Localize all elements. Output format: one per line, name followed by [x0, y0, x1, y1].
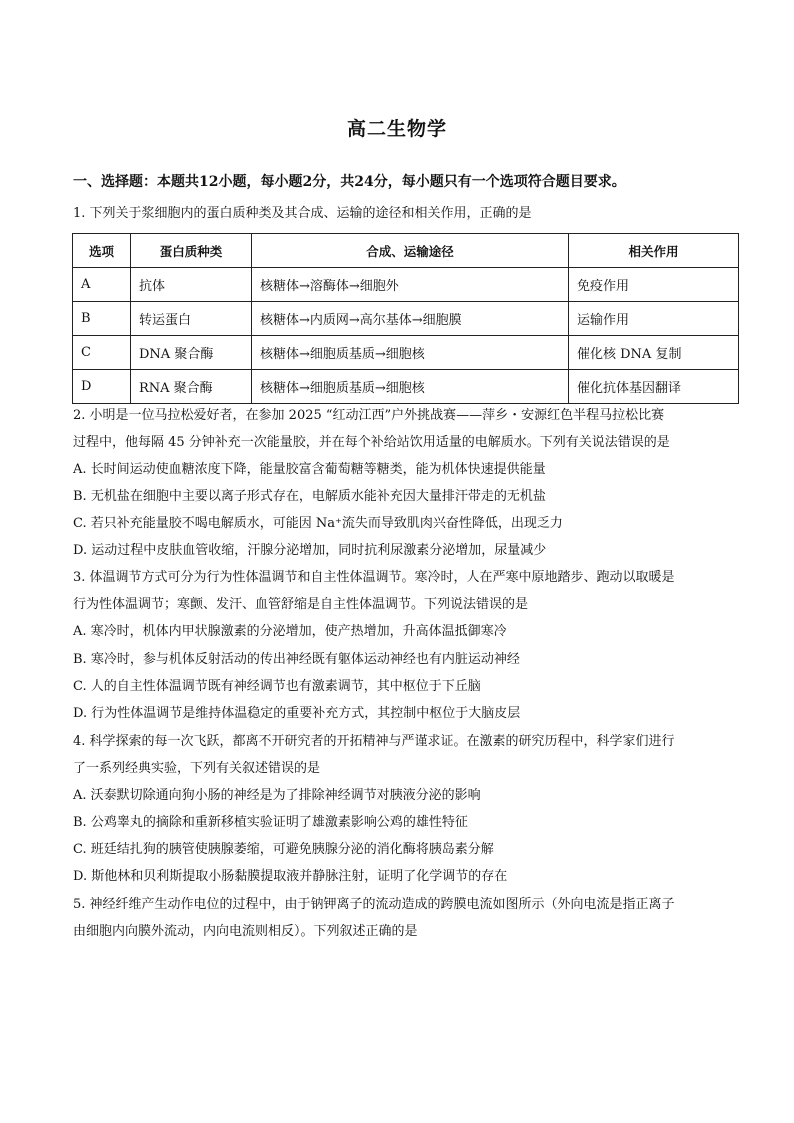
question-4-stem-line: 4. 科学探索的每一次飞跃，都离不开研究者的开拓精神与严谨求证。在激素的研究历程中，科学家们进行: [73, 734, 675, 749]
page-title: 高二生物学: [346, 118, 447, 140]
table-header-cell: 蛋白质种类: [131, 234, 252, 268]
table-cell: D: [73, 370, 131, 404]
table-cell: DNA 聚合酶: [131, 336, 252, 370]
table-row: [73, 268, 739, 302]
question-2-option-a: A. 长时间运动使血糖浓度下降，能量胶富含葡萄糖等糖类，能为机体快速提供能量: [73, 462, 546, 477]
table-cell: 催化核 DNA 复制: [569, 336, 739, 370]
question-4-option-a: A. 沃泰默切除通向狗小肠的神经是为了排除神经调节对胰液分泌的影响: [73, 788, 481, 803]
table-row: [73, 302, 739, 336]
table-cell: B: [73, 302, 131, 336]
question-4-option-c: C. 班廷结扎狗的胰管使胰腺萎缩，可避免胰腺分泌的消化酶将胰岛素分解: [73, 842, 494, 857]
table-cell: 抗体: [131, 268, 252, 302]
question-2-stem-line: 过程中，他每隔 45 分钟补充一次能量胶，并在每个补给站饮用适量的电解质水。下列有关说法错误的是: [73, 435, 670, 450]
question-2-stem-line: 2. 小明是一位马拉松爱好者，在参加 2025 “红动江西”户外挑战赛——萍乡・安源红色半程马拉松比赛: [73, 408, 665, 423]
question-2-option-b: B. 无机盐在细胞中主要以离子形式存在，电解质水能补充因大量排汗带走的无机盐: [73, 489, 546, 504]
question-3-option-d: D. 行为性体温调节是维持体温稳定的重要补充方式，其控制中枢位于大脑皮层: [73, 706, 521, 721]
question-3-option-c: C. 人的自主性体温调节既有神经调节也有激素调节，其中枢位于下丘脑: [73, 679, 481, 694]
table-cell: 核糖体→溶酶体→细胞外: [252, 268, 569, 302]
question-5-stem-line: 5. 神经纤维产生动作电位的过程中，由于钠钾离子的流动造成的跨膜电流如图所示（外向电流是指正离子: [73, 897, 675, 912]
table-cell: C: [73, 336, 131, 370]
table-header-cell: 合成、运输途径: [252, 234, 569, 268]
section-header: 一、选择题：本题共12小题，每小题2分，共24分，每小题只有一个选项符合题目要求。: [73, 174, 626, 190]
table-header-row: [73, 234, 739, 268]
question-1-stem: 1. 下列关于浆细胞内的蛋白质种类及其合成、运输的途径和相关作用，正确的是: [73, 206, 532, 221]
question-2-option-c: C. 若只补充能量胶不喝电解质水，可能因 Na⁺流失而导致肌肉兴奋性降低，出现乏力: [73, 516, 563, 531]
question-4-stem-line: 了一系列经典实验，下列有关叙述错误的是: [73, 761, 321, 776]
question-1-table: [72, 233, 739, 404]
question-4-option-d: D. 斯他林和贝利斯提取小肠黏膜提取液并静脉注射，证明了化学调节的存在: [73, 869, 508, 884]
question-3-stem-line: 行为性体温调节；寒颤、发汗、血管舒缩是自主性体温调节。下列说法错误的是: [73, 597, 529, 612]
table-cell: 运输作用: [569, 302, 739, 336]
question-3-option-a: A. 寒冷时，机体内甲状腺激素的分泌增加，使产热增加，升高体温抵御寒冷: [73, 624, 507, 639]
table-cell: 核糖体→内质网→高尔基体→细胞膜: [252, 302, 569, 336]
table-cell: RNA 聚合酶: [131, 370, 252, 404]
question-5-stem-line: 由细胞内向膜外流动，内向电流则相反）。下列叙述正确的是: [73, 924, 418, 939]
question-2-option-d: D. 运动过程中皮肤血管收缩，汗腺分泌增加，同时抗利尿激素分泌增加，尿量减少: [73, 543, 547, 558]
table-cell: 核糖体→细胞质基质→细胞核: [252, 336, 569, 370]
table-cell: 核糖体→细胞质基质→细胞核: [252, 370, 569, 404]
table-header-cell: 相关作用: [569, 234, 739, 268]
table-row: [73, 370, 739, 404]
table-cell: 转运蛋白: [131, 302, 252, 336]
table-header-cell: 选项: [73, 234, 131, 268]
table-cell: A: [73, 268, 131, 302]
question-3-option-b: B. 寒冷时，参与机体反射活动的传出神经既有躯体运动神经也有内脏运动神经: [73, 652, 520, 667]
table-row: [73, 336, 739, 370]
question-3-stem-line: 3. 体温调节方式可分为行为性体温调节和自主性体温调节。寒冷时，人在严寒中原地踏步、跑动以取暖是: [73, 570, 675, 585]
table-cell: 免疫作用: [569, 268, 739, 302]
table-cell: 催化抗体基因翻译: [569, 370, 739, 404]
question-4-option-b: B. 公鸡睾丸的摘除和重新移植实验证明了雄激素影响公鸡的雄性特征: [73, 815, 468, 830]
